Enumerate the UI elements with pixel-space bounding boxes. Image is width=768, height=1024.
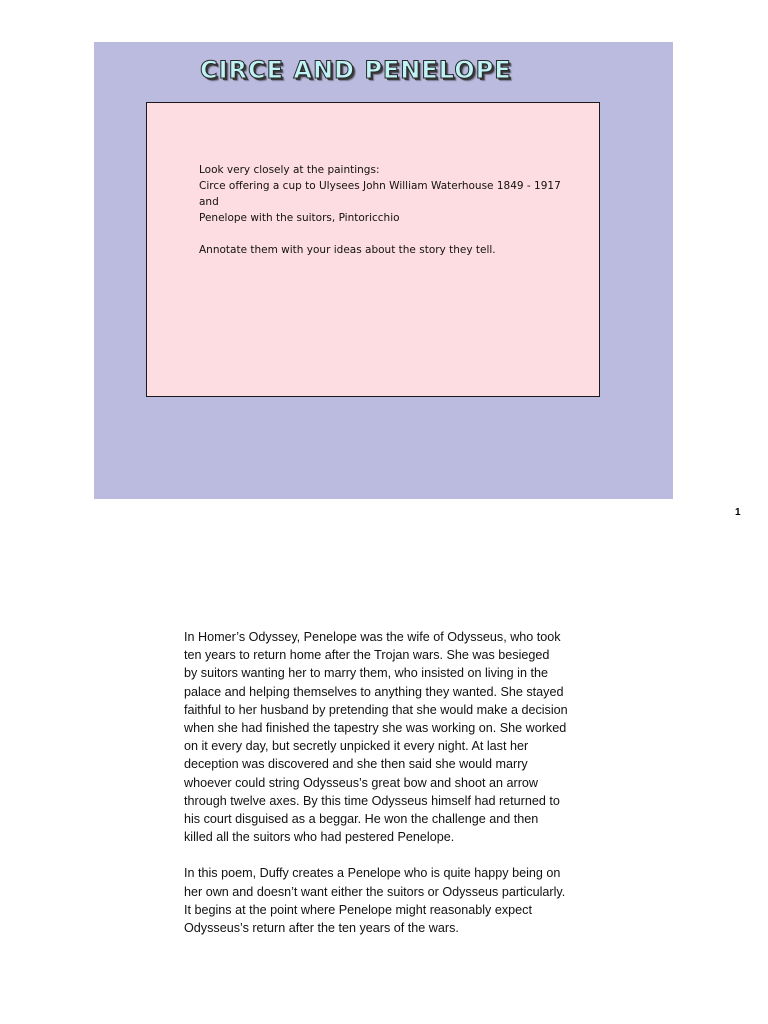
text-line: whoever could string Odysseus’s great bow and shoot an arrow (184, 775, 538, 790)
text-line: on it every day, but secretly unpicked it every night. At last her (184, 739, 529, 754)
text-line: by suitors wanting her to marry them, who insisted on living in the (184, 666, 548, 681)
instruction-line: Circe offering a cup to Ulysees John William Waterhouse 1849 - 1917 (199, 180, 561, 192)
text-line: It begins at the point where Penelope might reasonably expect (184, 902, 532, 917)
page-number: 1 (735, 507, 741, 518)
text-line: palace and helping themselves to anything they wanted. She stayed (184, 684, 564, 699)
text-line: Odysseus’s return after the ten years of the wars. (184, 921, 459, 936)
body-text (184, 628, 568, 955)
text-line: In Homer’s Odyssey, Penelope was the wife of Odysseus, who took (184, 630, 561, 644)
slide-title: CIRCE AND PENELOPE (200, 56, 512, 84)
paragraph (184, 628, 568, 846)
text-line: In this poem, Duffy creates a Penelope who is quite happy being on (184, 866, 561, 881)
instruction-line: Annotate them with your ideas about the story they tell. (199, 244, 496, 256)
instruction-line: Penelope with the suitors, Pintoricchio (199, 212, 400, 224)
text-line: faithful to her husband by pretending that she would make a decision (184, 702, 568, 717)
instruction-line: Look very closely at the paintings: (199, 164, 380, 176)
text-line: his court disguised as a beggar. He won the challenge and then (184, 812, 539, 827)
text-line: killed all the suitors who had pestered Penelope. (184, 830, 455, 845)
slide (94, 42, 673, 499)
instruction-box (146, 102, 600, 397)
spacer (199, 226, 579, 242)
text-line: ten years to return home after the Trojan wars. She was besieged (184, 648, 550, 663)
text-line: through twelve axes. By this time Odysseus himself had returned to (184, 793, 560, 808)
instruction-line: and (199, 196, 219, 208)
text-line: deception was discovered and she then said she would marry (184, 757, 528, 772)
text-line: when she had finished the tapestry she was working on. She worked (184, 721, 567, 736)
instruction-text (199, 162, 579, 258)
paragraph (184, 864, 564, 937)
text-line: her own and doesn’t want either the suitors or Odysseus particularly. (184, 884, 566, 899)
